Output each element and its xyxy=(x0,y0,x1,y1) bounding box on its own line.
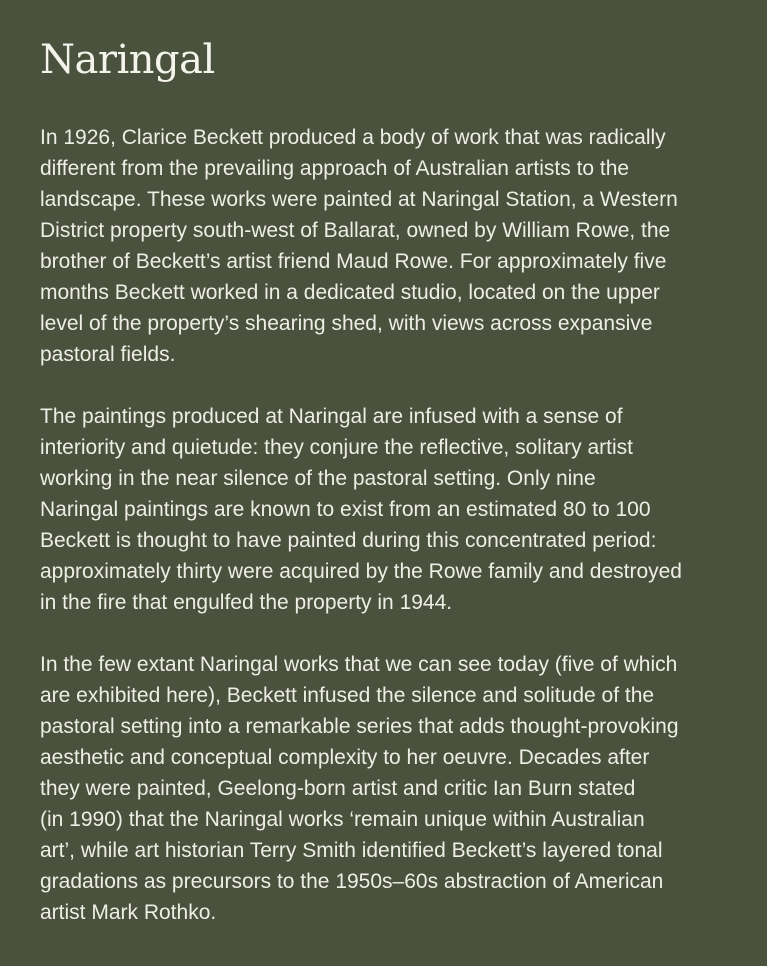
page-title: Naringal xyxy=(40,37,215,83)
paragraph-legacy: In the few extant Naringal works that we can see today (five of which are exhibited here), Beckett infused the silence and solitude of the pastoral setting into a remarkable series that adds thought-provoking aesthetic and conceptual complexity to her oeuvre. Decades after they were painted, Geelong-born artist and critic Ian Burn stated (in 1990) that the Naringal works ‘remain unique within Australian art’, while art historian Terry Smith identified Beckett’s layered tonal gradations as precursors to the 1950s–60s abstraction of American artist Mark Rothko. xyxy=(40,653,679,924)
paragraph-paintings: The paintings produced at Naringal are infused with a sense of interiority and quietude: they conjure the reflective, solitary artist working in the near silence of the pastoral setting. Only nine Naringal paintings are known to exist from an estimated 80 to 100 Beckett is thought to have painted during this concentrated period: approximately thirty were acquired by the Rowe family and destroyed in the fire that engulfed the property in 1944. xyxy=(40,405,682,614)
paragraph-intro: In 1926, Clarice Beckett produced a body of work that was radically different from the prevailing approach of Australian artists to the landscape. These works were painted at Naringal Station, a Western District property south-west of Ballarat, owned by William Rowe, the brother of Beckett’s artist friend Maud Rowe. For approximately five months Beckett worked in a dedicated studio, located on the upper level of the property’s shearing shed, with views across expansive pastoral fields. xyxy=(40,126,678,366)
